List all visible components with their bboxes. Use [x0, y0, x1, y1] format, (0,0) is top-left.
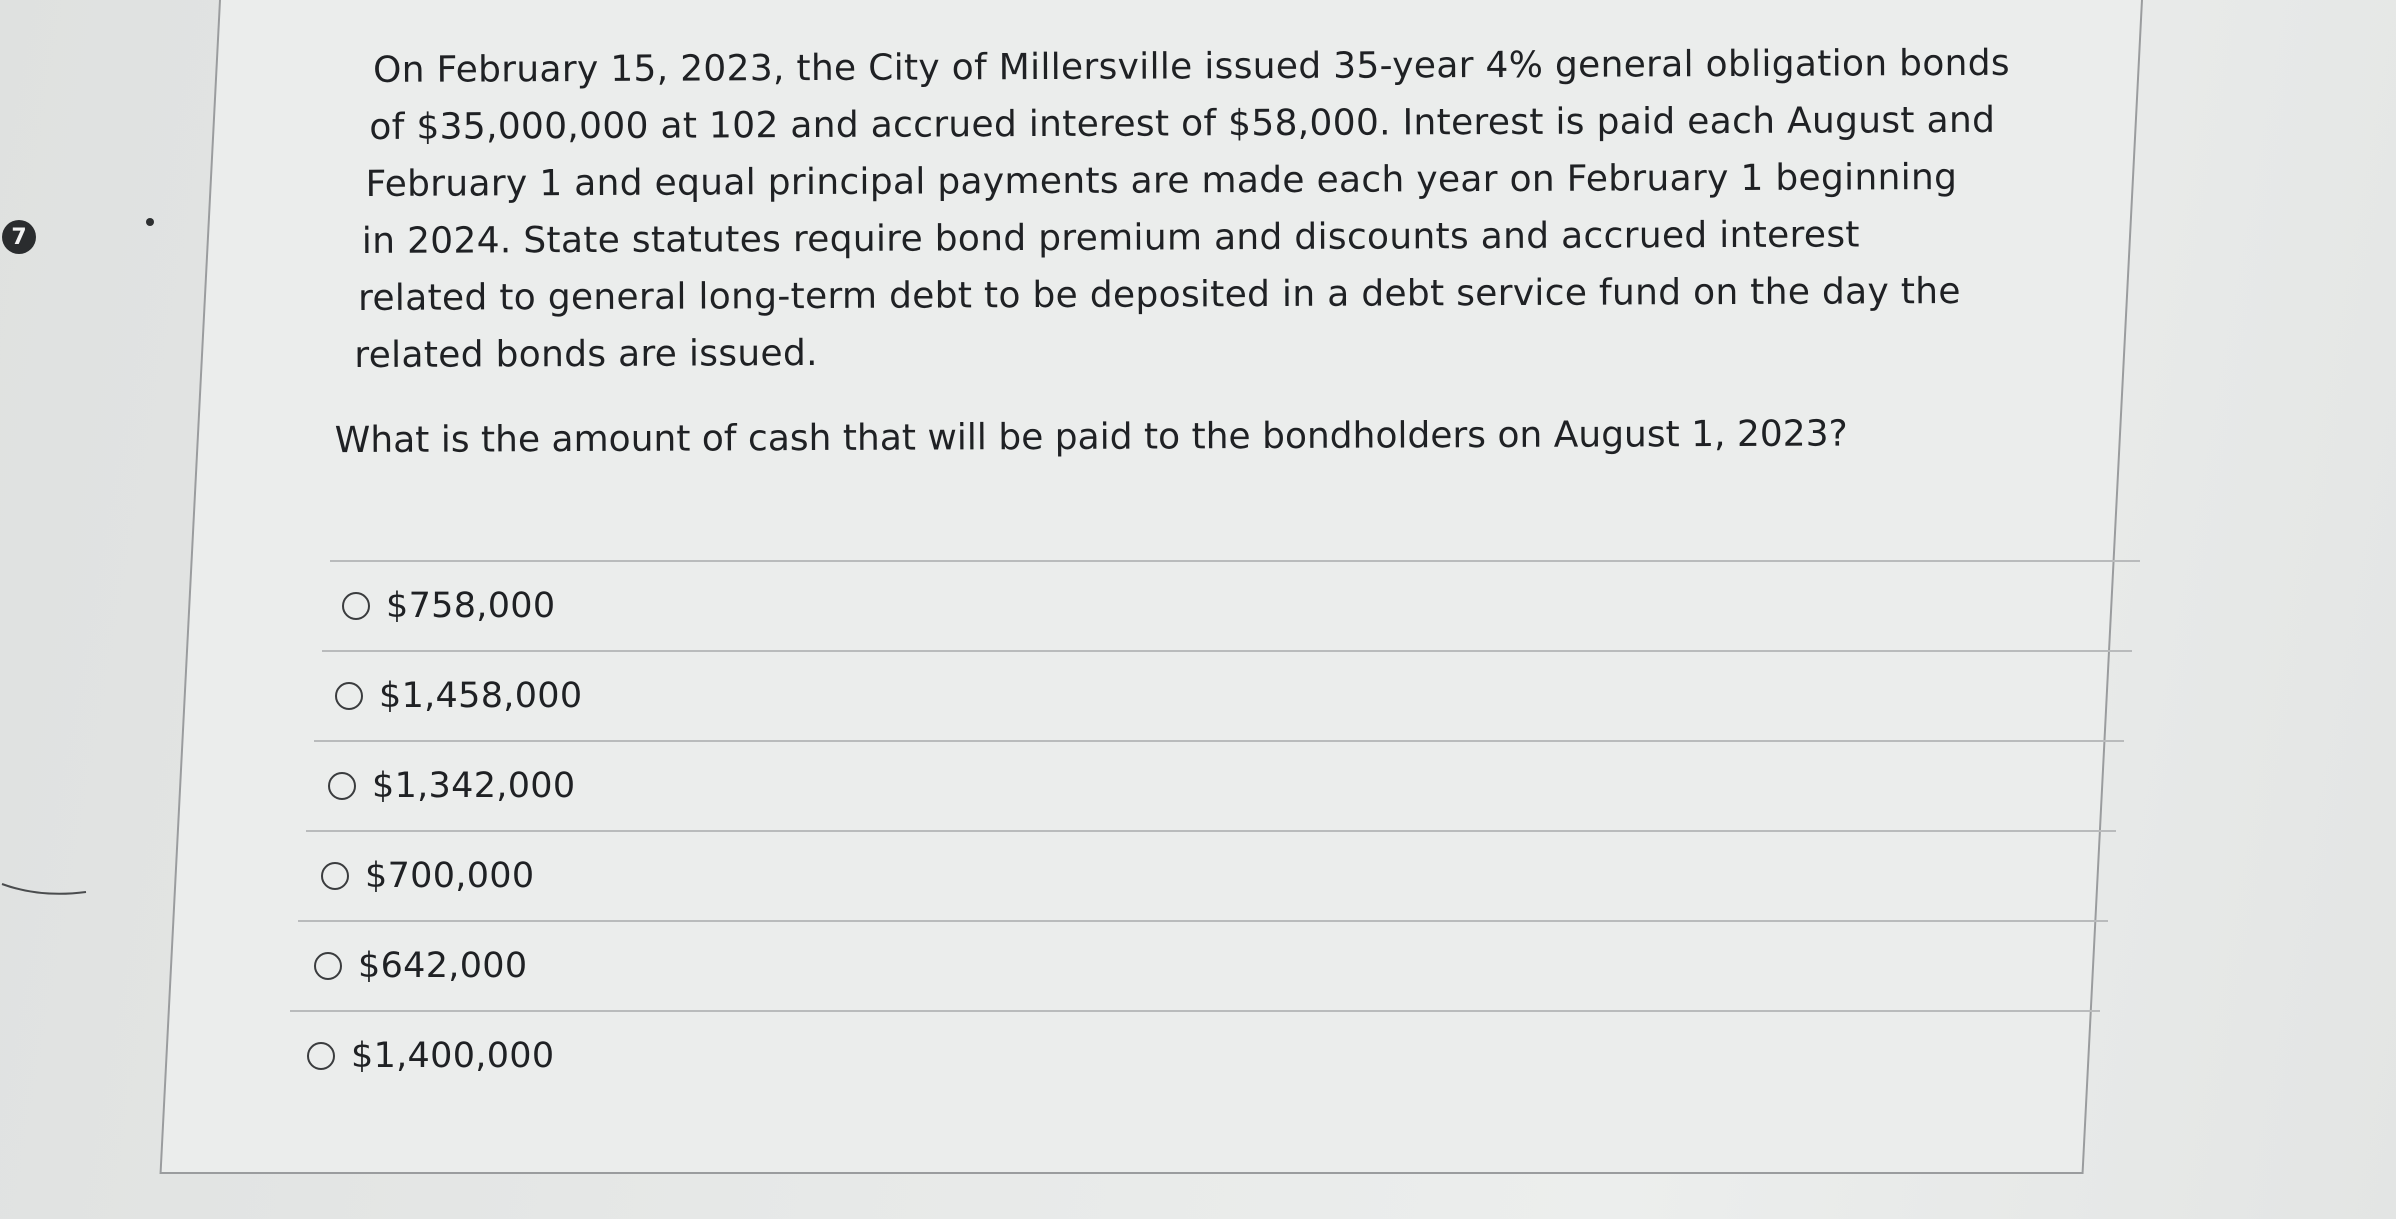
question-number-badge: [2, 220, 36, 254]
answer-option[interactable]: [272, 922, 2130, 1010]
stray-mark: [0, 880, 90, 910]
answer-option[interactable]: [286, 742, 2130, 830]
question-number: 7: [11, 224, 27, 250]
question-line: in 2024. State statutes require bond premium and discounts and accrued interest: [361, 214, 1860, 262]
bullet-dot: [146, 218, 154, 226]
answer-option[interactable]: [300, 562, 2130, 650]
answer-label: $642,000: [358, 946, 528, 986]
answer-label: $700,000: [365, 856, 535, 896]
question-line: On February 15, 2023, the City of Millersville issued 35-year 4% general obligation bonds: [373, 42, 2011, 91]
question-prompt: What is the amount of cash that will be paid to the bondholders on August 1, 2023?: [334, 413, 1848, 462]
question-content: [334, 34, 2107, 469]
answer-label: $1,458,000: [379, 676, 583, 716]
answer-option[interactable]: [279, 832, 2130, 920]
radio-button[interactable]: [307, 1042, 335, 1070]
question-line: related to general long-term debt to be deposited in a debt service fund on the day the: [358, 270, 1961, 319]
radio-button[interactable]: [342, 592, 370, 620]
question-line: February 1 and equal principal payments are made each year on February 1 beginning: [365, 157, 1958, 205]
question-line: of $35,000,000 at 102 and accrued interest of $58,000. Interest is paid each August and: [369, 99, 1996, 148]
answer-label: $758,000: [386, 586, 556, 626]
answer-label: $1,400,000: [351, 1036, 555, 1076]
radio-button[interactable]: [321, 862, 349, 890]
answer-label: $1,342,000: [372, 766, 576, 806]
answer-options: [300, 560, 2130, 1100]
answer-option[interactable]: [293, 652, 2130, 740]
question-line: related bonds are issued.: [354, 332, 818, 377]
question-text: [355, 34, 2106, 384]
radio-button[interactable]: [328, 772, 356, 800]
radio-button[interactable]: [335, 682, 363, 710]
answer-option[interactable]: [265, 1012, 2130, 1100]
radio-button[interactable]: [314, 952, 342, 980]
